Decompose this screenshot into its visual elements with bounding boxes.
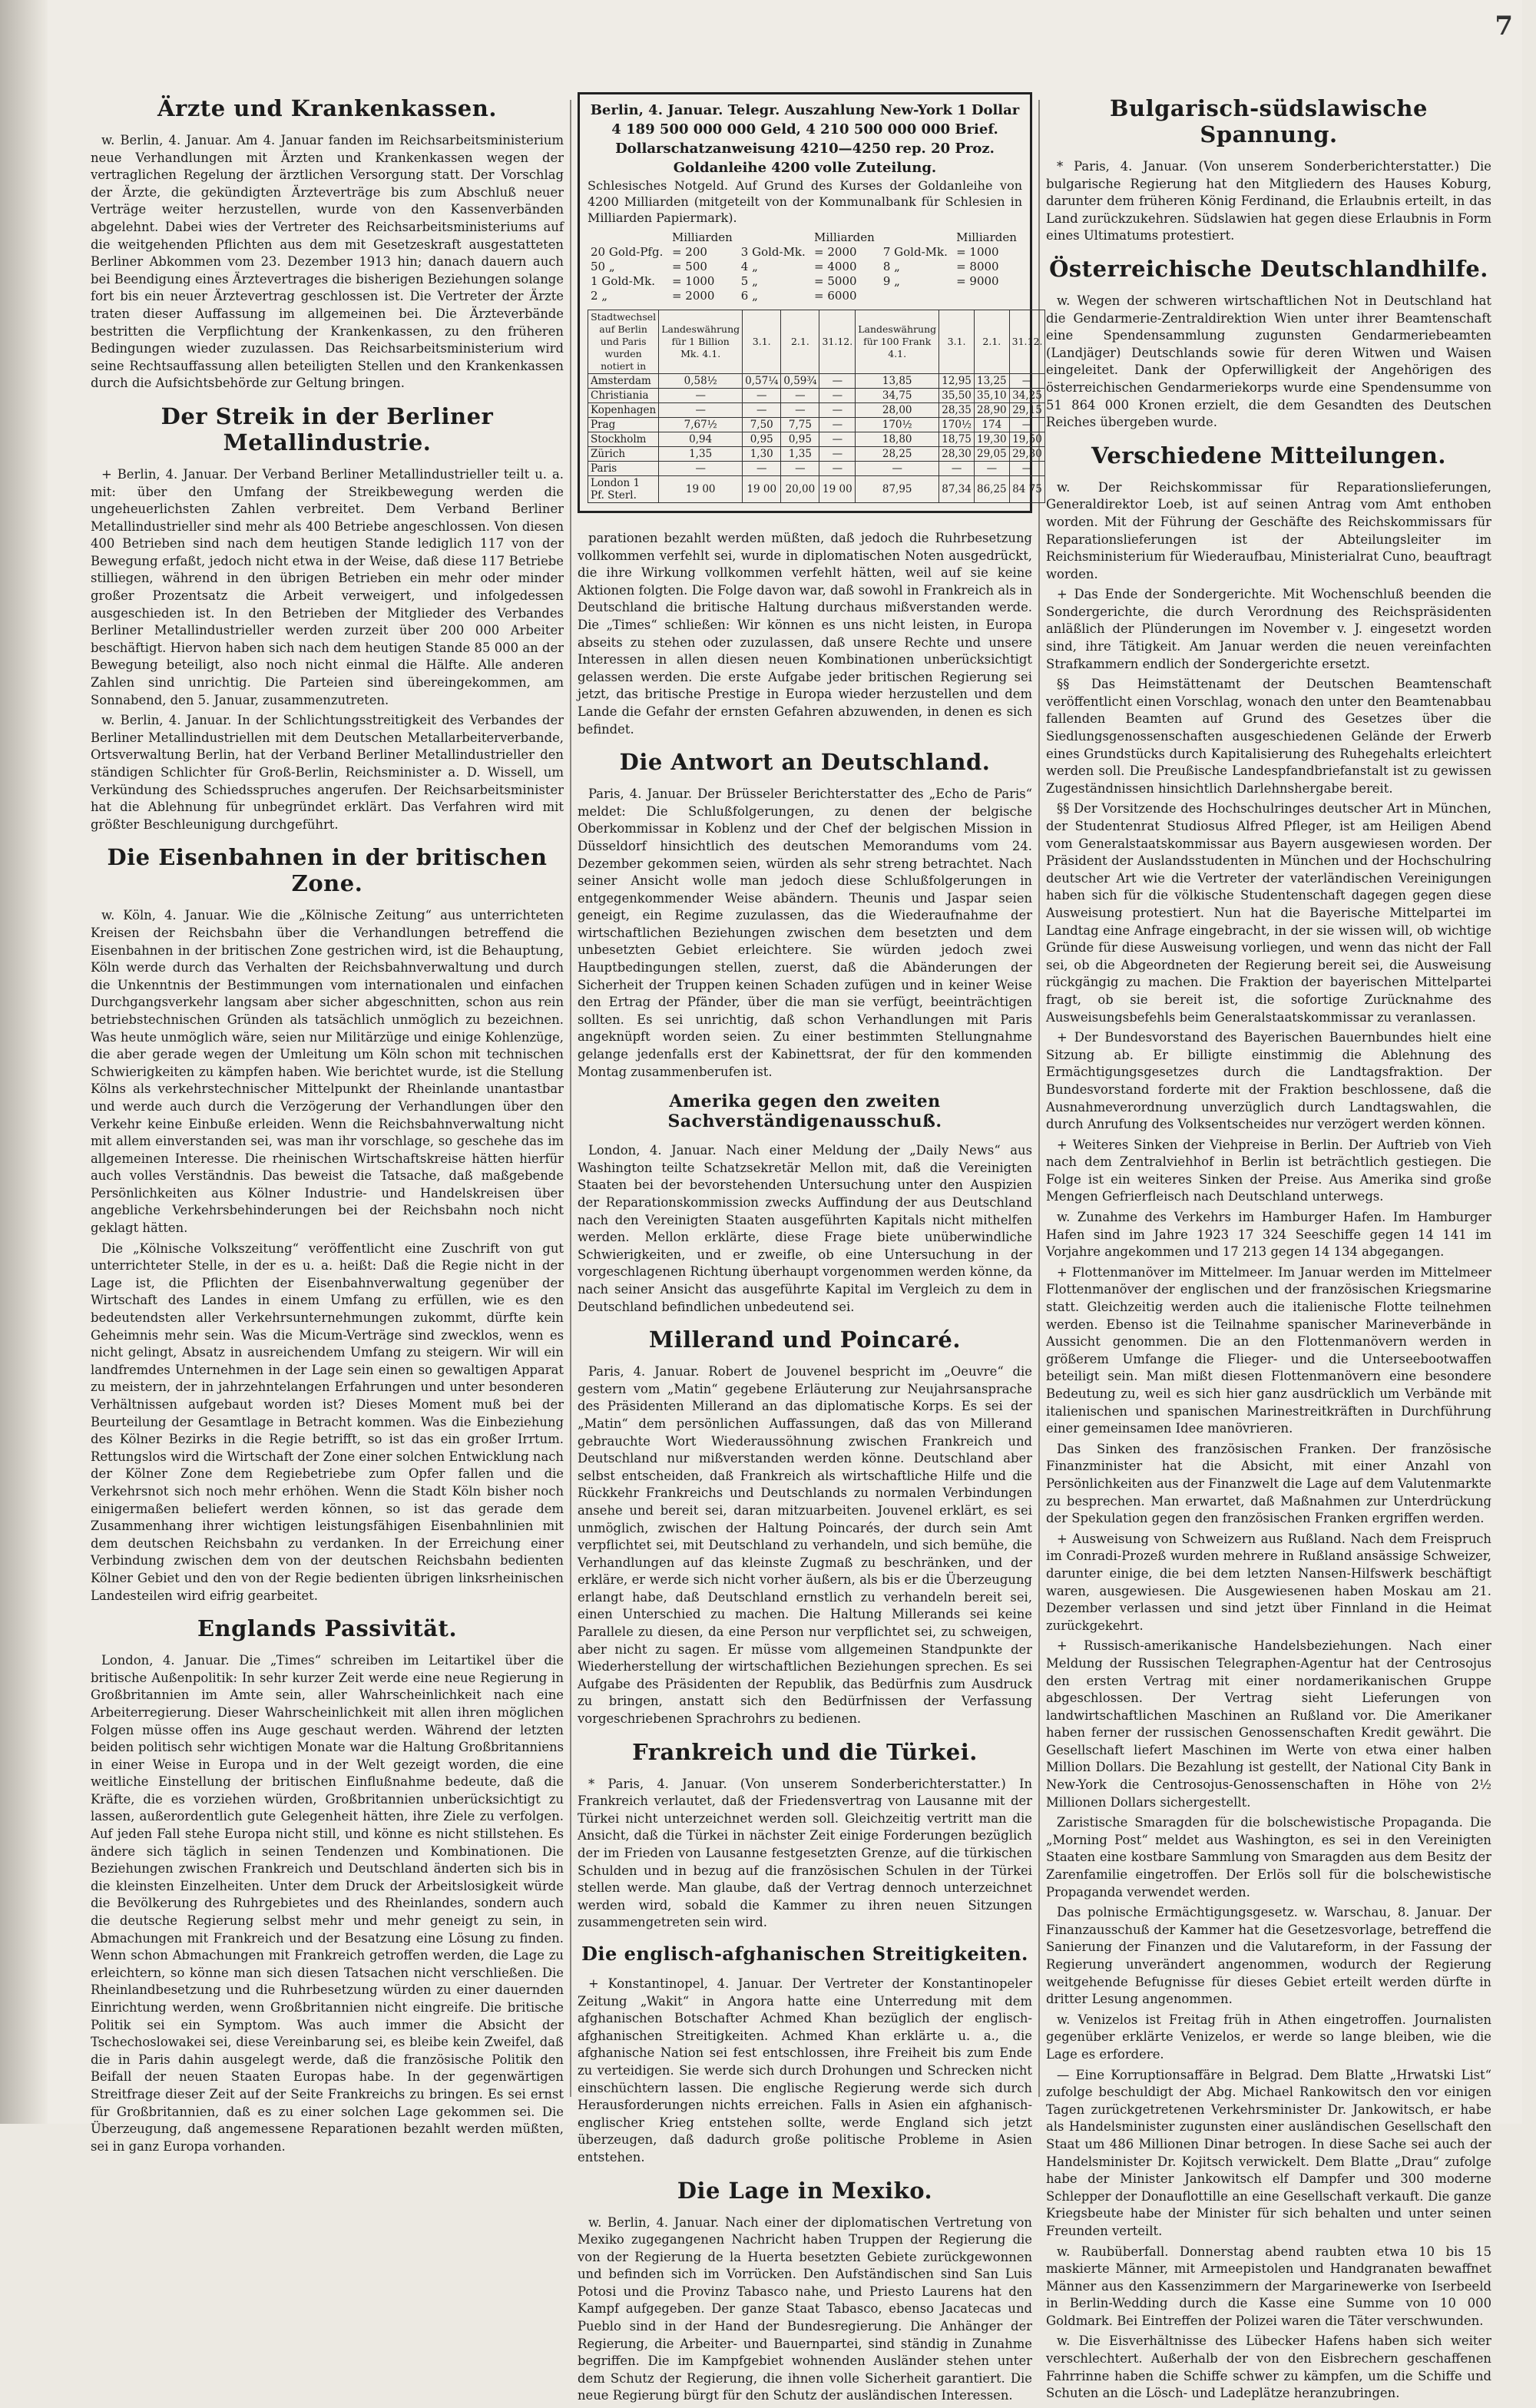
table-cell: 19 00 (659, 476, 743, 503)
news-item: w. Raubüberfall. Donnerstag abend raubten etwa 10 bis 15 maskierte Männer, mit Armeepistolen und Handgranaten bewaffnet Männer aus den Kassenzimmern der Margarinewerke von Iserbeeld in Berlin-Wedding durch die Kasse eine Summe von 10 000 Goldmark. Bei Eintreffen der Polizei waren die Täter verschwunden. (1046, 2244, 1491, 2328)
headline-englands-passivitaet: Englands Passivität. (197, 1615, 458, 1642)
table-cell: Paris (588, 462, 659, 476)
table-cell: 5 „ (740, 274, 758, 288)
table-cell: 86,25 (975, 476, 1010, 503)
article-paragraph: + Berlin, 4. Januar. Der Verband Berliner Metallindustrieller teilt u. a. mit: über den Umfang der Streikbewegung werden die ungeheuerlichsten Zahlen verbreitet. Dem Verband Berliner Metallindustrieller sind mehr als 400 Betriebe angeschlossen. Von diesen 400 Betrieben sind nach dem heutigen Stande lediglich 117 von der Bewegung erfaßt, jedoch nicht etwa in der Weise, daß diese 117 Betriebe stilliegen, während in den übrigen Betrieben ein mehr oder minder großer Prozentsatz die Arbeit verweigert, und infolgedessen ausgeschieden ist. In den Betrieben der Mitglieder des Verbandes Berliner Metallindustrieller werden zurzeit über 200 000 Arbeiter beschäftigt. Hiervon haben sich nach dem heutigen Stande 85 000 an der Bewegung beteiligt, also noch nicht einmal die Hälfte. Alle anderen Zahlen sind unrichtig. Die Parteien sind übereingekommen, am Sonnabend, den 5. Januar, zusammenzutreten. (91, 466, 564, 707)
article-paragraph: w. Berlin, 4. Januar. Nach einer der diplomatischen Vertretung von Mexiko zugegangenen Nachricht haben Truppen der Regierung die von der Regierung de la Huerta besetzten Gebiete zurückgewonnen und befinden sich im Vorrücken. Den Aufständischen sind San Luis Potosi und die Provinz Tabasco nahe, und Priesto Laurens hat den Kampf aufgegeben. Der ganze Staat Tabasco, ebenso Jacatecas und Pueblo sind in der Hand der Bundesregierung. Die Anhänger der Regierung, die Arbeiter- und Bauernpartei, sind ständig in Zunahme begriffen. Die im Kampfgebiet wohnenden Ausländer stehen unter dem Schutz der Regierung, die ihnen volle Sicherheit garantiert. Die neue Regierung bürgt für den Schutz der ausländischen Interessen. (578, 2214, 1032, 2403)
table-row (588, 389, 1045, 403)
table-cell: 87,95 (856, 476, 939, 503)
table-cell: — (659, 462, 743, 476)
news-item: w. Die Eisverhältnisse des Lübecker Hafens haben sich weiter verschlechtert. Außerhalb der von den Eisbrechern geschaffenen Fahrrinne haben die Schiffe schwer zu kämpfen, um die Schiffe und Schuten an die Lösch- und Ladeplätze heranzubringen. (1046, 2333, 1491, 2401)
table-cell: — (819, 403, 856, 418)
table-cell (588, 230, 669, 245)
table-row (588, 447, 1045, 462)
headline-oesterreichische-hilfe: Österreichische Deutschlandhilfe. (1049, 255, 1488, 282)
table-cell: — (819, 447, 856, 462)
table-cell: = 2000 (671, 289, 715, 303)
table-cell: — (659, 403, 743, 418)
table-cell: — (819, 389, 856, 403)
table-cell: 3 Gold-Mk. (740, 245, 806, 259)
table-cell: 18,80 (856, 432, 939, 447)
table-cell: 1 Gold-Mk. (591, 274, 656, 288)
table-cell: 35,10 (975, 389, 1010, 403)
table-cell: 174 (975, 418, 1010, 432)
table-cell: Stockholm (588, 432, 659, 447)
column-middle (578, 84, 1043, 2408)
table-cell: = 8000 (956, 260, 999, 273)
article-paragraph: Paris, 4. Januar. Der Brüsseler Berichterstatter des „Echo de Paris“ meldet: Die Schlußfolgerungen, zu denen der belgische Oberkommissar in Koblenz und der Chef der belgischen Mission in Düsseldorf hinsichtlich des deutschen Memorandums vom 24. Dezember gekommen seien, würden als sehr streng betrachtet. Nach seiner Ansicht wolle man jedoch diese Schlußfolgerungen in entgegenkommender Weise abändern. Theunis und Jaspar seien geneigt, ein Regime zuzulassen, das die Wiederaufnahme der wirtschaftlichen Beziehungen zwischen dem besetzten und dem unbesetzten Gebiet erleichtere. Sie würden jedoch zwei Hauptbedingungen stellen, zuerst, daß die Abänderungen der Sicherheit der Truppen keinen Schaden zufügen und in keiner Weise den Ertrag der Pfänder, über die man sie verfügt, beeinträchtigen sollten. Es sei unrichtig, daß schon Verhandlungen mit Paris angeknüpft worden seien. Zu einer bestimmten Stellungnahme gelange jedenfalls erst der Kabinettsrat, der für den kommenden Montag zusammenberufen ist. (578, 787, 1032, 1079)
news-item: — Eine Korruptionsaffäre in Belgrad. Dem Blatte „Hrwatski List“ zufolge beschuldigt der Abg. Michael Rankowitsch den vor einigen Tagen zurückgetretenen Verkehrsminister Dr. Jankowitsch, er habe als Handelsminister zugunsten einer ausländischen Gesellschaft den Staat um 486 Millionen Dinar betrogen. In diese Sache sei auch der Handelsminister Dr. Kojitsch verwickelt. Dem Blatte „Drau“ zufolge habe der Minister Jankowitsch elf Dampfer und 300 moderne Schlepper der Donauflottille an eine Gesellschaft verkauft. Die ganze Kriegsbeute habe der Minister für sich behalten und unter seinen Freunden verteilt. (1046, 2067, 1491, 2238)
table-cell: 35,50 (939, 389, 975, 403)
table-header-cell: Stadtwechsel auf Berlin und Paris wurden notiert in (588, 310, 659, 374)
table-cell: 170½ (939, 418, 975, 432)
table-header-row (588, 230, 1022, 245)
column-rule (570, 100, 571, 2097)
headline-verschiedene-mitteilungen: Verschiedene Mitteilungen. (1091, 442, 1446, 469)
table-cell: Milliarden (671, 230, 733, 244)
table-cell: 0,95 (743, 432, 781, 447)
table-cell: — (781, 403, 819, 418)
table-cell: London 1 Pf. Sterl. (588, 476, 659, 503)
article-paragraph: + Konstantinopel, 4. Januar. Der Vertreter der Konstantinopeler Zeitung „Wakit“ in Angora hatte eine Unterredung mit dem afghanischen Botschafter Achmed Khan bezüglich der englisch-afghanischen Streitigkeiten. Achmed Khan erklärte u. a., die afghanische Nation sei fest entschlossen, ihre Freiheit bis zum Ende zu verteidigen. Sie werde sich durch Drohungen und Schrecken nicht einschüchtern lassen. Die englische Regierung werde sich durch Herausforderungen nichts erreichen. Falls in Asien ein afghanisch-englischer Krieg entstehen sollte, werde England sich jetzt überzeugen, daß dadurch große politische Probleme in Asien entstehen. (578, 1976, 1032, 2165)
table-header-cell: 2.1. (975, 310, 1010, 374)
column-left (91, 84, 564, 2158)
table-row (588, 245, 1022, 260)
table-cell: — (781, 462, 819, 476)
table-cell: Christiania (588, 389, 659, 403)
table-header-cell: Landeswährung für 1 Billion Mk. 4.1. (659, 310, 743, 374)
table-cell: — (743, 462, 781, 476)
table-cell: 0,59¾ (781, 374, 819, 389)
table-cell: 1,35 (659, 447, 743, 462)
table-cell: — (1009, 418, 1045, 432)
table-cell: Prag (588, 418, 659, 432)
table-cell: = 1000 (671, 274, 715, 288)
table-cell: 28,30 (939, 447, 975, 462)
table-cell: — (819, 462, 856, 476)
article-paragraph: w. Berlin, 4. Januar. Am 4. Januar fanden im Reichsarbeitsministerium neue Verhandlungen mit Ärzten und Krankenkassen wegen der vertraglichen Regelung der ärztlichen Versorgung statt. Der Vorschlag der Ärzte, die gekündigten Ärzteverträge bis zum Abschluß neuer Verträge weiter herzustellen, wurde von den Kassenverbänden abgelehnt. Dabei wies der Vertreter des Reichsarbeitsministeriums auf die weitgehenden Pflichten aus dem mit Gesetzeskraft ausgestatteten Berliner Abkommen vom 23. Dezember 1913 hin; danach dauern auch bei Beendigung eines Ärztevertrages die bisherigen Beziehungen solange fort bis ein neuer Ärztevertrag geschlossen ist. Die Vertreter der Ärzte traten dieser Auffassung im allgemeinen bei. Die Ärzteverbände bestritten die Verpflichtung der Krankenkassen, zu den früheren Bedingungen wieder zuzulassen. Das Reichsarbeitsministerium wird seine Rechtsauffassung allen beteiligten Stellen und den Krankenkassen durch die Aufsichtsbehörde zur Geltung bringen. (91, 133, 564, 391)
table-cell: 34,75 (856, 389, 939, 403)
article-paragraph: Die „Kölnische Volkszeitung“ veröffentlicht eine Zuschrift von gut unterrichteter Stelle, in der es u. a. heißt: Daß die Regie nicht in der Lage ist, die Pflichten der Eisenbahnverwaltung gegenüber der Wirtschaft des Landes in einem Umfang zu erfüllen, wie es den bedeutendsten aller Verkehrsunternehmungen zukommt, dürfte kein Geheimnis mehr sein. Was die Micum-Verträge sind zwecklos, wenn es nicht gelingt, Absatz in ausreichendem Umfang zu steigern. Wir will ein landfremdes Unternehmen in der Lage sein einen so gewaltigen Apparat zu meistern, der in jahrzehntelangen Erfahrungen und unter besonderen Verhältnissen aufgebaut worden ist? Dieses Moment muß bei der Beurteilung der Gesamtlage in Betracht kommen. Was die Einbeziehung des Kölner Bezirks in die Regie betrifft, so ist das ein großer Irrtum. Rettungslos wird die Wirtschaft der Zone einer solchen Entwicklung nach der Kölner Zone dem Regiebetriebe zum Opfer fallen und die Verkehrsnot sich noch mehr erhöhen. Wenn die Stadt Köln bisher noch einigermaßen beliefert werden können, so ist das gerade dem Zusammenhang ihrer wichtigen leistungsfähigen Eisenbahnlinien mit dem deutschen Reichsbahn zu verdanken. In der Erreichung einer Verbindung zwischen dem von der deutschen Reichsbahn bedienten Kölner Gebiet und den von der Regie bedienten übrigen linksrheinischen Landesteilen wird eifrig gearbeitet. (91, 1240, 564, 1603)
table-cell: 1,35 (781, 447, 819, 462)
table-cell: 7,50 (743, 418, 781, 432)
table-cell: 1,30 (743, 447, 781, 462)
table-header-cell: 3.1. (743, 310, 781, 374)
table-cell: — (743, 403, 781, 418)
table-cell: 7,75 (781, 418, 819, 432)
table-cell: 20,00 (781, 476, 819, 503)
table-cell: — (1009, 462, 1045, 476)
article-paragraph: w. Köln, 4. Januar. Wie die „Kölnische Zeitung“ aus unterrichteten Kreisen der Reichsbahn über die Verhandlungen betreffend die Eisenbahnen in der britischen Zone gestrichen wird, ist die Behauptung, Köln werde durch das Verhalten der Reichsbahnverwaltung und durch die Unkenntnis der Bestimmungen vom internationalen und einfachen Durchgangsverkehr langsam aber sicher abgeschnitten, schon aus rein betriebstechnischen Gründen als tatsächlich unmöglich zu bezeichnen. Was heute unmöglich wäre, seien nur Militärzüge und einige Kohlenzüge, die aber gerade wegen der Umleitung um Köln schon mit technischen Schwierigkeiten zu kämpfen haben. Wie berichtet wurde, ist die Stellung Kölns als verkehrstechnischer Mittelpunkt der Rheinlande unantastbar und werde auch durch die Verzögerung der Verhandlungen über den Verkehr keine Einbuße erleiden. Wenn die Reichsbahnverwaltung nicht mit allem einverstanden sei, was man ihr vorschlage, so geschehe das im allgemeinen Interesse. Die rheinischen Wirtschaftskreise hätten hierfür auch volles Verständnis. Das beweist die Tatsache, daß maßgebende Persönlichkeiten aus Kölner Industrie- und Handelskreisen über angebliche Verkehrsbehinderungen bei der Reichsbahn noch nicht geklagt hätten. (91, 908, 564, 1236)
table-cell: 28,35 (939, 403, 975, 418)
table-cell (738, 230, 811, 245)
article-paragraph: w. Berlin, 4. Januar. In der Schlichtungsstreitigkeit des Verbandes der Berliner Metallindustriellen mit dem Deutschen Metallarbeiterverbande, Ortsverwaltung Berlin, hat der Verband Berliner Metallindustrieller den ständigen Schlichter für Groß-Berlin, Reichsminister a. D. Wissell, um Verkündung des Schiedsspruches angerufen. Der Reichsarbeitsminister hat die Ablehnung für unbegründet erklärt. Das Verfahren wird mit größter Beschleunigung durchgeführt. (91, 713, 564, 832)
table-row (588, 260, 1022, 274)
article-paragraph: * Paris, 4. Januar. (Von unserem Sonderberichterstatter.) In Frankreich verlautet, daß der Friedensvertrag von Lausanne mit der Türkei nicht unterzeichnet werden soll. Gleichzeitig vertritt man die Ansicht, daß die Türkei in nächster Zeit einige Forderungen bezüglich der im Frieden von Lausanne festgesetzten Grenze, auf die türkischen Schulden und in bezug auf die französischen Schulen in der Türkei stellen werde. Man glaube, daß der Vertrag dennoch unterzeichnet werden wird, sobald die Kammer zu ihren neuen Sitzungen zusammengetreten sein wird. (578, 1776, 1032, 1930)
table-cell: = 5000 (814, 274, 857, 288)
table-header-cell: 2.1. (781, 310, 819, 374)
table-cell: — (819, 374, 856, 389)
headline-bulgarisch-suedslawisch: Bulgarisch-südslawische Spannung. (1110, 95, 1428, 147)
news-item: + Flottenmanöver im Mittelmeer. Im Januar werden im Mittelmeer Flottenmanöver der englischen und der französischen Kriegsmarine statt. Gleichzeitig werden auch die italienische Flotte teilnehmen werden. Ebenso ist die Teilnahme spanischer Marineverbände in Aussicht genommen. Die an den Flottenmanövern werden in größerem Umfange die Flieger- und die Unterseebootwaffen beteiligt sein. Man mißt diesen Flottenmanövern eine besondere Bedeutung zu, weil es sich hier ganz ausdrücklich um Verbände mit italienischen und spanischen Marinestreitkräften in Durchführung einer gemeinsamen Idee manövrieren. (1046, 1264, 1491, 1436)
table-cell (880, 289, 953, 303)
table-cell: 8 „ (882, 260, 900, 273)
table-cell (953, 289, 1022, 303)
table-cell: 7 Gold-Mk. (882, 245, 948, 259)
table-cell: 28,25 (856, 447, 939, 462)
news-item: + Weiteres Sinken der Viehpreise in Berlin. Der Auftrieb von Vieh nach dem Zentralviehhof in Berlin ist beträchtlich gestiegen. Die Folge ist ein weiteres Sinken der Preise. Aus Amerika sind große Mengen Gefrierfleisch nach Deutschland unterwegs. (1046, 1137, 1491, 1204)
table-header-cell: Landeswährung für 100 Frank 4.1. (856, 310, 939, 374)
news-item: w. Venizelos ist Freitag früh in Athen eingetroffen. Journalisten gegenüber erklärte Venizelos, er werde so lange bleiben, wie die Lage es erfordere. (1046, 2012, 1491, 2062)
news-item: Zaristische Smaragden für die bolschewistische Propaganda. Die „Morning Post“ meldet aus Washington, es sei in den Vereinigten Staaten eine kostbare Sammlung von Smaragden aus dem Besitz der Zarenfamilie eingetroffen. Der Erlös soll für die bolschewistische Propaganda verwendet werden. (1046, 1815, 1491, 1900)
table-cell (880, 230, 953, 245)
table-cell: Kopenhagen (588, 403, 659, 418)
news-item: Das polnische Ermächtigungsgesetz. w. Warschau, 8. Januar. Der Finanzausschuß der Kammer hat die Gesetzesvorlage, betreffend die Sanierung der Finanzen und die Valutareform, in der Fassung der Regierung unverändert angenommen, wodurch der Regierung weitgehende Befugnisse für dieses Gebiet erteilt werden dürfte in dritter Lesung angenommen. (1046, 1905, 1491, 2007)
table-cell: Amsterdam (588, 374, 659, 389)
table-cell: Milliarden (814, 230, 875, 244)
table-cell: 9 „ (882, 274, 900, 288)
table-cell: — (939, 462, 975, 476)
table-cell: = 2000 (814, 245, 857, 259)
table-row (588, 403, 1045, 418)
page-number: 7 (1495, 11, 1513, 41)
headline-metallindustrie: Der Streik in der Berliner Metallindustrie. (161, 402, 494, 455)
table-header-row (588, 310, 1045, 374)
news-item: + Das Ende der Sondergerichte. Mit Wochenschluß beenden die Sondergerichte, die durch Verordnung des Reichspräsidenten anläßlich der Plünderungen im November v. J. eingesetzt worden sind, ihre Tätigkeit. Am Januar werden die neuen vereinfachten Strafkammern endlich der Sondergerichte ersetzt. (1046, 587, 1491, 671)
table-cell: 0,95 (781, 432, 819, 447)
article-paragraph: Paris, 4. Januar. Robert de Jouvenel bespricht im „Oeuvre“ die gestern vom „Matin“ gegebene Erläuterung zur Neujahrsansprache des Präsidenten Millerand an das diplomatische Korps. Es sei der „Matin“ dem persönlichen Auffassungen, daß das von Millerand gebrauchte Wort Wiederaussöhnung zwischen Frankreich und Deutschland nur mißverstanden werden könne. Deutschland aber selbst entscheiden, daß Frankreich als wirtschaftliche Hilfe und die Rückkehr Frankreichs und Deutschlands zu normalen Verbindungen ansehe und bereit sei, daran mitzuarbeiten. Jouvenel erklärt, es sei unmöglich, zwischen der Haltung Poincarés, der durch sein Amt verpflichtet sei, mit Deutschland zu verhandeln, und sich bemühe, die Verhandlungen auf das kleinste Zugmaß zu beschränken, und der erkläre, er werde sich nicht vorher äußern, als bis er die Überzeugung erlangt habe, daß Deutschland ernstlich zu verhandeln bereit sei, einen Unterschied zu machen. Die Haltung Millerands sei keine Parallele zu diesen, da eine Person nur verpflichtet sei, zu schweigen, aber nicht zu sagen. Er müsse vom allgemeinen Standpunkte der Wiederherstellung der wirtschaftlichen Beziehungen sprechen. Es sei Aufgabe des Präsidenten der Republik, das Bedürfnis zum Ausdruck zu bringen, anstatt sich den Bedürfnissen der Verfassung vorgeschriebenen Sprachrohrs zu bedienen. (578, 1364, 1032, 1727)
table-cell: 29,05 (975, 447, 1010, 462)
table-cell: = 6000 (814, 289, 857, 303)
exchange-rate-table (588, 310, 1045, 503)
table-cell: 18,75 (939, 432, 975, 447)
table-cell: — (781, 389, 819, 403)
table-row (588, 476, 1045, 503)
table-row (588, 418, 1045, 432)
article-paragraph: parationen bezahlt werden müßten, daß jedoch die Ruhrbesetzung vollkommen verfehlt sei, wurde in diplomatischen Noten ausgedrückt, die ihre Wirkung vollkommen verfehlt hätten, weil auf sie keine Aktionen folgten. Die Folge davon war, daß sowohl in Frankreich als in Deutschland die britische Haltung durchaus mißverstanden werde. Die „Times“ schließen: Wir können es uns nicht leisten, in Europa abseits zu stehen oder zuzulassen, daß unsere Rechte und unsere Interessen in allen diesen neuen Kombinationen unberücksichtigt gelassen werden. Die erste Aufgabe jeder britischen Regierung sei jetzt, das britische Prestige in Europa wieder herzustellen und dem Lande die Gefahr der ernsten Gefahren abzuwenden, in denen es sich befindet. (578, 531, 1032, 737)
table-cell: 28,00 (856, 403, 939, 418)
headline-antwort-deutschland: Die Antwort an Deutschland. (619, 749, 991, 776)
table-cell: = 4000 (814, 260, 857, 273)
table-cell: 19,50 (1009, 432, 1045, 447)
currency-box-notgeld: Schlesisches Notgeld. Auf Grund des Kurses der Goldanleihe von 4200 Milliarden (mitgeteilt von der Kommunalbank für Schlesien in Milliarden Papiermark). (588, 178, 1022, 225)
table-cell: 20 Gold-Pfg. (591, 245, 664, 259)
news-item: + Russisch-amerikanische Handelsbeziehungen. Nach einer Meldung der Russischen Telegraphen-Agentur hat der Centrosojus den ersten Vertrag mit einer nordamerikanischen Gruppe abgeschlossen. Der Vertrag sieht Lieferungen von landwirtschaftlichen Maschinen an Rußland vor. Die Amerikaner haben ferner der russischen Genossenschaften Kredit gewährt. Die Gesellschaft liefert Maschinen im Werte von etwa einer halben Million Dollars. Die Bezahlung ist gestellt, der National City Bank in New-York die Centrosojus-Genossenschaften in Höhe von 2½ Millionen Dollars sichergestellt. (1046, 1638, 1491, 1810)
table-cell: 29,30 (1009, 447, 1045, 462)
news-item: w. Zunahme des Verkehrs im Hamburger Hafen. Im Hamburger Hafen sind im Jahre 1923 17 324 Seeschiffe gegen 14 141 im Vorjahre angekommen und 17 213 gegen 14 134 abgegangen. (1046, 1210, 1491, 1260)
table-header-cell: 3.1. (939, 310, 975, 374)
article-paragraph: London, 4. Januar. Die „Times“ schreiben im Leitartikel über die britische Außenpolitik: In sehr kurzer Zeit werde eine neue Regierung in Großbritannien im Amte sein, aller Wahrscheinlichkeit nach eine Arbeiterregierung. Dieser Wahrscheinlichkeit mit allen ihren möglichen Folgen müsse offen ins Auge geschaut werden. Während der letzten beiden politisch sehr wichtigen Monate war die Haltung Großbritanniens in einer Weise in Europa und in der Welt gezeigt worden, die eine weitliche Einstellung der britischen Einflußnahme bedeute, daß die Kräfte, die es vorziehen würden, Großbritannien unberücksichtigt zu lassen, außerordentlich gute Gelegenheit hätten, ihre Ziele zu verfolgen. Auf jeden Fall stehe Europa nicht still, und könne es nicht stillstehen. Es ändere sich täglich in seinen Tendenzen und Kombinationen. Die Beziehungen zwischen Frankreich und Deutschland änderten sich bis in die kleinsten Einzelheiten. Unter dem Druck der Arbeitslosigkeit würde die Bevölkerung des Ruhrgebietes und des Rheinlandes, sondern auch die deutsche Regierung selbst mehr und mehr geneigt zu sein, in Abmachungen mit Frankreich und der Besatzung eine Lösung zu finden. Wenn schon Abmachungen mit Frankreich getroffen werden, die Lage zu erleichtern, so könne man sich diesen Tatsachen nicht verschließen. Die Rheinlandbesetzung und die Ruhrbesetzung würden zu einer dauernden Einrichtung werden, wenn Großbritannien nicht eingreife. Die britische Politik sei ein Symptom. Was auch immer die Absicht der Tschechoslowakei sei, diese Vereinbarung sei, es bleibe kein Zweifel, daß die in Paris dahin ausgelegt werde, daß die französische Politik den Beifall der neuen Staaten Europas habe. In der gegenwärtigen Streitfrage dieser Zeit auf der Seite Frankreichs zu bringen. Es sei ernst für Großbritannien, daß es zu einer solchen Lage gekommen sei. Die Überzeugung, daß angemessene Reparationen bezahlt werden müßten, sei in ganz Europa vorhanden. (91, 1653, 564, 2154)
headline-frankreich-tuerkei: Frankreich und die Türkei. (632, 1738, 978, 1765)
news-item: §§ Das Heimstättenamt der Deutschen Beamtenschaft veröffentlicht einen Vorschlag, wonach den unter den Beamtenabbau fallenden Beamten auf Grund des Gesetzes über die Siedlungsgenossenschaften ausgeschiedenen Gelände der Erwerb eines Grundstücks durch Kapitalisierung des Ruhegehalts erleichtert werden soll. Die Preußische Landespfandbriefanstalt ist zu gewissen Zugeständnissen hinsichtlich Darlehnshergabe bereit. (1046, 677, 1491, 796)
news-item: w. Der Reichskommissar für Reparationslieferungen, Generaldirektor Loeb, ist auf seinen Antrag vom Amt enthoben worden. Mit der Führung der Geschäfte des Reichskommissars für Reparationslieferungen ist der Abteilungsleiter im Reichsministerium für Wiederaufbau, Ministerialrat Cuno, beauftragt worden. (1046, 479, 1491, 581)
table-cell: 2 „ (591, 289, 608, 303)
table-row (588, 462, 1045, 476)
table-row (588, 289, 1022, 303)
table-cell: — (1009, 374, 1045, 389)
page-binding-edge (0, 0, 48, 2124)
table-cell: — (819, 432, 856, 447)
table-cell: 0,94 (659, 432, 743, 447)
table-cell: — (819, 418, 856, 432)
table-row (588, 432, 1045, 447)
table-header-cell: 31.12. (1009, 310, 1045, 374)
table-cell: — (856, 462, 939, 476)
currency-box (578, 92, 1043, 513)
table-cell: — (743, 389, 781, 403)
table-cell: = 500 (671, 260, 707, 273)
news-item: §§ Der Vorsitzende des Hochschulringes deutscher Art in München, der Studentenrat Studiosus Alfred Pfleger, ist am Heiligen Abend vom Generalstaatskommissar aus Bayern ausgewiesen worden. Der Präsident der Auslandsstudenten in München und der Hochschulring deutscher Art wie die Vertreter der vaterländischen Vereinigungen haben sich für die völkische Studentenschaft dagegen gegen diese Ausweisung protestiert. Nun hat die Bayerische Mittelpartei im Landtag eine Anfrage eingebracht, in der sie wissen will, ob wichtige Gründe für diese Ausweisung vorliegen, und wenn das nicht der Fall sei, ob die Abgeordneten der Regierung bereit sei, die Ausweisung rückgängig zu machen. Die Fraktion der bayerischen Mittelpartei fragt, ob sie bereit ist, die sofortige Zurücknahme des Ausweisungsbefehls beim Generalstaatskommissar zu veranlassen. (1046, 801, 1491, 1025)
table-cell: 28,90 (975, 403, 1010, 418)
notgeld-table (588, 230, 1022, 303)
table-cell: — (659, 389, 743, 403)
table-row (588, 274, 1022, 289)
table-cell: 6 „ (740, 289, 758, 303)
table-cell: 4 „ (740, 260, 758, 273)
headline-millerand-poincare: Millerand und Poincaré. (649, 1327, 961, 1353)
headline-mexiko: Die Lage in Mexiko. (677, 2177, 933, 2204)
headline-aerzte: Ärzte und Krankenkassen. (157, 95, 497, 121)
table-cell: 50 „ (591, 260, 615, 273)
table-cell: 34,25 (1009, 389, 1045, 403)
headline-eisenbahnen: Die Eisenbahnen in der britischen Zone. (107, 844, 548, 897)
headline-amerika: Amerika gegen den zweiten Sachverständigenausschuß. (667, 1091, 942, 1132)
table-cell: 12,95 (939, 374, 975, 389)
table-cell: 87,34 (939, 476, 975, 503)
table-cell: = 200 (671, 245, 707, 259)
table-cell: 13,25 (975, 374, 1010, 389)
headline-englisch-afghanisch: Die englisch-afghanischen Streitigkeiten. (581, 1942, 1028, 1965)
table-cell: 0,57¼ (743, 374, 781, 389)
table-cell: 29,15 (1009, 403, 1045, 418)
article-paragraph: London, 4. Januar. Nach einer Meldung der „Daily News“ aus Washington teilte Schatzsekretär Mellon mit, daß die Vereinigten Staaten bei der bevorstehenden Untersuchung unter den Auspizien der Reparationskommission zwecks Auffindung der aus Deutschland nach den Vereinigten Staaten ausgeführten Kapitals nicht mithelfen werden. Mellon erklärte, diese Frage biete unüberwindliche Schwierigkeiten, und er zweifle, ob eine Untersuchung in der vorgeschlagenen Richtung überhaupt vorgenommen werden könne, da nach seiner Ansicht das ausgeführte Kapital im Vergleich zu dem in Deutschland befindlichen unbedeutend sei. (578, 1143, 1032, 1314)
table-header-cell: 31.12. (819, 310, 856, 374)
article-paragraph: w. Wegen der schweren wirtschaftlichen Not in Deutschland hat die Gendarmerie-Zentraldirektion Wien unter ihrer Beamtenschaft eine Spendensammlung zugunsten Gendarmeriebeamten (Landjäger) Deutschlands sowie für deren Witwen und Waisen eingeleitet. Dank der Opferwilligkeit der Angehörigen des österreichischen Gendarmeriekorps wurde eine Spendensumme von 51 864 000 Kronen erzielt, die dem Gesandten des Deutschen Reiches übergeben wurde. (1046, 293, 1491, 430)
column-right (1046, 84, 1491, 2406)
table-cell: = 1000 (956, 245, 999, 259)
table-cell: Milliarden (956, 230, 1017, 244)
table-cell: = 9000 (956, 274, 999, 288)
table-row (588, 374, 1045, 389)
table-cell: 13,85 (856, 374, 939, 389)
table-cell: 19,30 (975, 432, 1010, 447)
table-cell: 84 75 (1009, 476, 1045, 503)
news-item: + Ausweisung von Schweizern aus Rußland. Nach dem Freispruch im Conradi-Prozeß wurden mehrere in Rußland ansässige Schweizer, darunter einige, die bei dem letzten Nansen-Hilfswerk beschäftigt waren, ausgewiesen. Die Ausgewiesenen haben Moskau am 21. Dezember verlassen und sind jetzt über Finnland in die Heimat zurückgekehrt. (1046, 1531, 1491, 1633)
table-cell: 170½ (856, 418, 939, 432)
currency-box-header: Berlin, 4. Januar. Telegr. Auszahlung New-York 1 Dollar 4 189 500 000 000 Geld, 4 210 500 000 000 Brief. Dollarschatzanweisung 4210—4250 rep. 20 Proz. Goldanleihe 4200 volle Zuteilung. (590, 102, 1020, 176)
table-cell: Zürich (588, 447, 659, 462)
table-cell: — (975, 462, 1010, 476)
article-paragraph: * Paris, 4. Januar. (Von unserem Sonderberichterstatter.) Die bulgarische Regierung hat den Mitgliedern des Hauses Koburg, darunter dem früheren König Ferdinand, die Erlaubnis erteilt, in das Land zurückzukehren. Südslawien hat gegen diese Erlaubnis in Form eines Ultimatums protestiert. (1046, 159, 1491, 243)
table-cell: 0,58½ (659, 374, 743, 389)
table-cell: 19 00 (819, 476, 856, 503)
news-item: + Der Bundesvorstand des Bayerischen Bauernbundes hielt eine Sitzung ab. Er billigte einstimmig die Ablehnung des Ermächtigungsgesetzes durch die Landtagsfraktion. Der Bundesvorstand forderte mit der Fraktion beschlossene, daß die Ausnahmeverordnung unverzüglich durch Landtagswahlen, die durch Anrufung des Volksentscheides nur verzögert werden können. (1046, 1030, 1491, 1132)
table-cell: 7,67½ (659, 418, 743, 432)
table-cell: 19 00 (743, 476, 781, 503)
news-item: Das Sinken des französischen Franken. Der französische Finanzminister hat die Absicht, mit einer Anzahl von Persönlichkeiten aus der Finanzwelt die Lage auf dem Valutenmarkte zu besprechen. Man erwartet, daß Maßnahmen zur Unterdrückung der Spekulation gegen den französischen Franken ergriffen werden. (1046, 1441, 1491, 1526)
